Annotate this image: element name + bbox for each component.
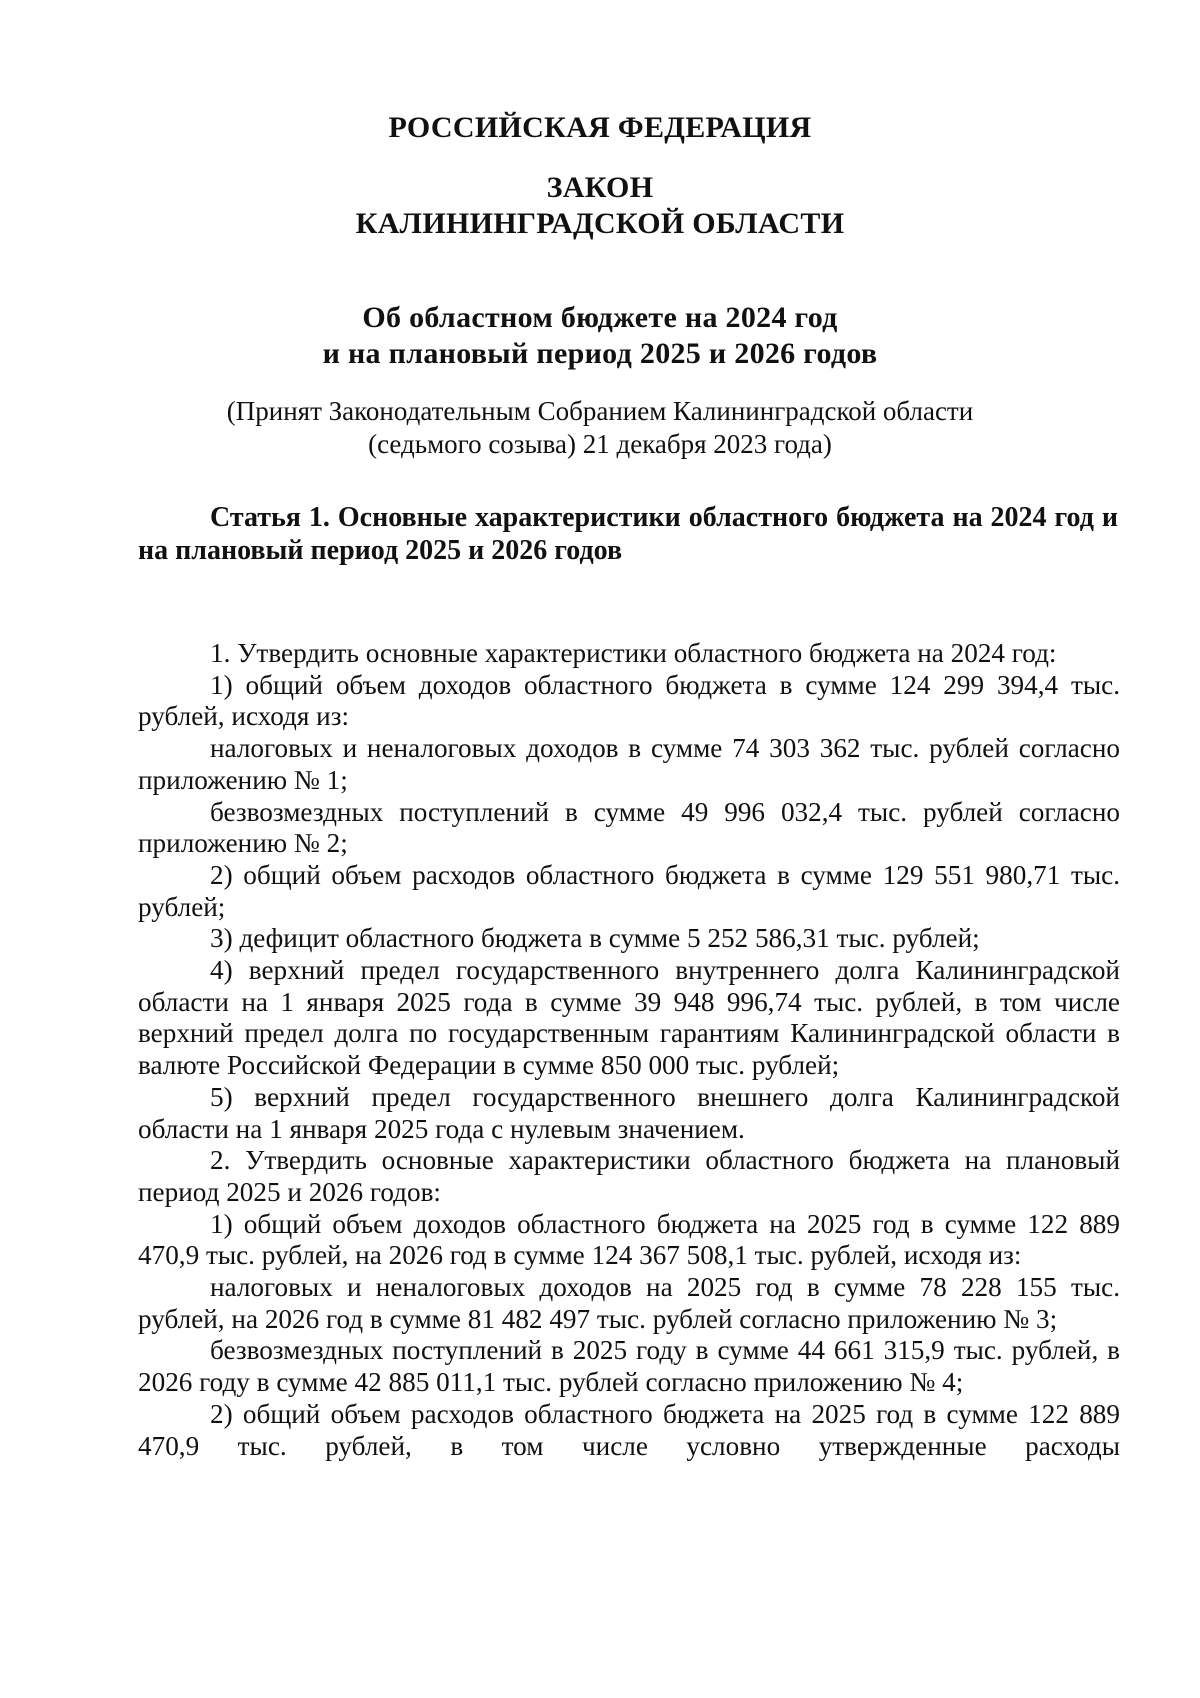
paragraph: 1) общий объем доходов областного бюджета в сумме 124 299 394,4 тыс. рублей, исходя из: <box>138 669 1120 732</box>
region-text: КАЛИНИНГРАДСКОЙ ОБЛАСТИ <box>355 207 845 240</box>
paragraph: 1. Утвердить основные характеристики областного бюджета на 2024 год: <box>210 638 1057 668</box>
country-heading-text: РОССИЙСКАЯ ФЕДЕРАЦИЯ <box>388 111 812 144</box>
law-title-line-1: Об областном бюджете на 2024 год <box>362 301 838 334</box>
law-heading <box>0 170 1200 242</box>
adoption-note <box>0 395 1200 461</box>
paragraph: 3) дефицит областного бюджета в сумме 5 252 586,31 тыс. рублей; <box>210 923 980 954</box>
paragraph: 2) общий объем расходов областного бюджета в сумме 129 551 980,71 тыс. рублей; <box>138 859 1120 922</box>
paragraph: безвозмездных поступлений в 2025 году в сумме 44 661 315,9 тыс. рублей, в 2026 году в сумме 42 885 011,1 тыс. рублей согласно приложению № 4; <box>138 1335 1120 1398</box>
adoption-note-line-1: (Принят Законодательным Собранием Калининградской области <box>226 396 974 426</box>
paragraph: 1) общий объем доходов областного бюджета на 2025 год в сумме 122 889 470,9 тыс. рублей, на 2026 год в сумме 124 367 508,1 тыс. рублей, исходя из: <box>138 1208 1120 1271</box>
doc-type-text: ЗАКОН <box>546 171 654 204</box>
paragraph: налоговых и неналоговых доходов на 2025 год в сумме 78 228 155 тыс. рублей, на 2026 год в сумме 81 482 497 тыс. рублей согласно приложению № 3; <box>138 1272 1120 1334</box>
paragraph: 5) верхний предел государственного внешнего долга Калининградской области на 1 января 2025 года с нулевым значением. <box>138 1081 1120 1144</box>
paragraph: безвозмездных поступлений в сумме 49 996 032,4 тыс. рублей согласно приложению № 2; <box>138 796 1120 859</box>
adoption-note-line-2: (седьмого созыва) 21 декабря 2023 года) <box>368 429 832 459</box>
paragraph: 2. Утвердить основные характеристики областного бюджета на плановый период 2025 и 2026 годов: <box>138 1145 1120 1207</box>
article-heading: Статья 1. Основные характеристики областного бюджета на 2024 год и на плановый период 2025 и 2026 годов <box>138 502 1118 566</box>
paragraph: 2) общий объем расходов областного бюджета на 2025 год в сумме 122 889 470,9 тыс. рублей, в том числе условно утвержденные расходы <box>138 1398 1120 1461</box>
country-heading <box>0 110 1200 146</box>
paragraph: налоговых и неналоговых доходов в сумме 74 303 362 тыс. рублей согласно приложению № 1; <box>138 733 1120 795</box>
law-title <box>0 300 1200 372</box>
law-title-line-2: и на плановый период 2025 и 2026 годов <box>322 337 878 370</box>
article-body <box>138 638 1120 1462</box>
paragraph: 4) верхний предел государственного внутреннего долга Калининградской области на 1 января 2025 года в сумме 39 948 996,74 тыс. рублей, в том числе верхний предел долга по государственным гарантиям Калининградской области в валюте Российской Федерации в сумме 850 000 тыс. рублей; <box>138 955 1120 1081</box>
